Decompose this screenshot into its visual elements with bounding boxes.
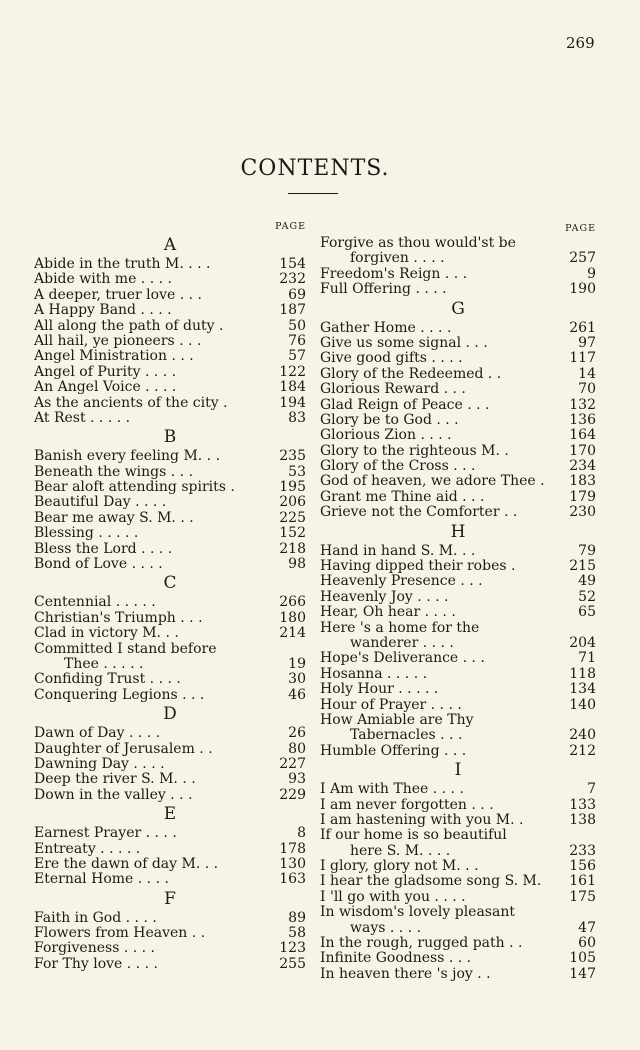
entry-title: Ere the dawn of day M. . . [34,856,219,872]
entry-title: Hour of Prayer . . . . [320,697,462,713]
toc-entry [320,828,596,843]
toc-entry [320,905,596,920]
right-column [320,221,596,982]
entry-title: Deep the river S. M. . . [34,772,196,788]
toc-entry [34,726,306,741]
entry-title: An Angel Voice . . . . [34,380,177,396]
entry-page: 117 [569,350,596,367]
toc-entry [320,921,596,936]
toc-entry [320,621,596,636]
entry-title: Hosanna . . . . . [320,666,428,682]
entry-title: Glory be to God . . . [320,412,459,428]
toc-entry [320,813,596,828]
page-column-label: PAGE [565,223,596,234]
toc-entry [34,396,306,411]
entry-page: 53 [288,463,306,480]
entry-page: 183 [569,473,596,490]
entry-page [566,621,596,636]
toc-entry [34,926,306,941]
page-number: 269 [566,34,595,52]
entry-title: I hear the gladsome song S. M. [320,874,542,890]
toc-entry [320,682,596,697]
toc-entry [320,282,596,297]
entry-page: 57 [288,348,306,365]
entry-title: Blessing . . . . . [34,526,139,542]
entry-page: 133 [569,796,596,813]
toc-entry [320,713,596,728]
entry-page: 261 [569,319,596,336]
entry-title: Entreaty . . . . . [34,841,141,857]
entry-title: Forgive as thou would'st be [320,236,516,251]
entry-page: 9 [587,265,596,282]
entry-page: 105 [569,950,596,967]
toc-entry [320,505,596,520]
entry-title: Glorious Zion . . . . [320,428,452,444]
entry-title: Committed I stand before [34,641,217,657]
entry-page: 60 [578,935,596,952]
toc-entry [34,941,306,956]
toc-entry [320,559,596,574]
toc-entry [34,672,306,687]
toc-entry [34,611,306,626]
page-column-label: PAGE [275,221,306,232]
entry-title: For Thy love . . . . [34,956,158,972]
entry-title: Clad in victory M. . . [34,626,179,642]
entry-title: As the ancients of the city . [34,395,228,411]
entry-title: I glory, glory not M. . . [320,859,479,875]
entry-page: 134 [569,681,596,698]
toc-entry [320,459,596,474]
entry-title: ways . . . . [350,920,422,936]
entry-title: Bond of Love . . . . [34,557,163,573]
entry-title: Earnest Prayer . . . . [34,826,177,842]
toc-entry [34,657,306,672]
entry-page: 118 [569,665,596,682]
entry-page: 83 [288,409,306,426]
toc-entry [320,967,596,982]
toc-entry [320,428,596,443]
entry-page: 184 [279,379,306,396]
toc-entry [320,413,596,428]
entry-title: In wisdom's lovely pleasant [320,905,515,921]
entry-title: Bear me away S. M. . . [34,510,194,526]
toc-entry [34,334,306,349]
entry-title: Grieve not the Comforter . . [320,505,518,521]
entry-page: 123 [279,940,306,957]
entry-page: 218 [279,540,306,557]
entry-page: 230 [569,504,596,521]
entry-page: 163 [279,871,306,888]
entry-title: All along the path of duty . [34,318,224,334]
entry-title: Confiding Trust . . . . [34,672,181,688]
entry-page [566,236,596,251]
left-column [34,219,306,972]
entry-page: 98 [288,556,306,573]
toc-entry [34,257,306,272]
entry-title: At Rest . . . . . [34,410,131,426]
entry-page: 140 [569,696,596,713]
toc-entry [34,380,306,395]
entry-page: 240 [569,727,596,744]
toc-entry [34,349,306,364]
entry-page: 204 [569,634,596,651]
entry-page: 122 [279,363,306,380]
toc-entry [320,951,596,966]
toc-entry [34,842,306,857]
entry-page [566,905,596,920]
toc-entry [320,859,596,874]
toc-entry [320,728,596,743]
toc-entry [34,480,306,495]
entry-title: Glory of the Redeemed . . [320,366,502,382]
section-letter: H [450,521,466,542]
entry-title: I 'll go with you . . . . [320,889,466,905]
entry-page: 19 [288,655,306,672]
entry-page: 180 [279,609,306,626]
toc-entry [320,667,596,682]
entry-page: 170 [569,442,596,459]
entry-page: 138 [569,811,596,828]
toc-entry [320,267,596,282]
entry-title: Flowers from Heaven . . [34,926,206,942]
section-letter: F [164,888,176,909]
entry-title: Eternal Home . . . . [34,872,169,888]
toc-entry [320,651,596,666]
entry-page: 227 [279,755,306,772]
entry-title: Bear aloft attending spirits . [34,480,235,496]
entry-page: 255 [279,955,306,972]
entry-title: Beautiful Day . . . . [34,495,167,511]
entry-page: 175 [569,888,596,905]
entry-page: 147 [569,965,596,982]
entry-title: God of heaven, we adore Thee . [320,474,545,490]
toc-entry [320,251,596,266]
toc-entry [34,465,306,480]
entry-title: I am never forgotten . . . [320,797,494,813]
entry-page: 46 [288,686,306,703]
entry-title: Banish every feeling M. . . [34,449,221,465]
toc-entry [34,595,306,610]
toc-entry [34,511,306,526]
entry-title: I am hastening with you M. . [320,812,524,828]
entry-page: 152 [279,525,306,542]
entry-page: 58 [288,925,306,942]
entry-page: 206 [279,494,306,511]
entry-page: 79 [578,542,596,559]
entry-title: Heavenly Joy . . . . [320,589,449,605]
entry-title: Forgiveness . . . . [34,941,155,957]
toc-entry [320,336,596,351]
entry-page: 69 [288,286,306,303]
entry-page: 190 [569,281,596,298]
toc-entry [34,526,306,541]
entry-page: 65 [578,604,596,621]
entry-page: 50 [288,317,306,334]
section-letter: B [163,427,177,448]
toc-entry [320,544,596,559]
section-letter: E [163,804,177,825]
entry-title: wanderer . . . . [350,635,454,651]
entry-title: Having dipped their robes . [320,559,516,575]
toc-entry [320,490,596,505]
toc-entry [34,857,306,872]
entry-title: Full Offering . . . . [320,282,447,298]
section-letter: A [163,235,177,255]
toc-entry [320,574,596,589]
entry-page: 235 [279,448,306,465]
toc-entry [320,236,596,251]
entry-title: Give good gifts . . . . [320,351,463,367]
section-letter: I [454,760,462,781]
entry-page [566,713,596,728]
entry-page: 215 [569,558,596,575]
toc-entry [34,272,306,287]
entry-page: 195 [279,479,306,496]
entry-title: Abide in the truth M. . . . [34,257,211,272]
toc-entry [320,367,596,382]
entry-title: Daughter of Jerusalem . . [34,741,213,757]
entry-page: 80 [288,740,306,757]
entry-title: Faith in God . . . . [34,910,157,926]
entry-page: 266 [279,594,306,611]
toc-entry [34,449,306,464]
entry-page: 214 [279,625,306,642]
entry-title: All hail, ye pioneers . . . [34,333,202,349]
toc-entry [34,742,306,757]
entry-title: Christian's Triumph . . . [34,610,203,626]
entry-title: Glorious Reward . . . [320,382,466,398]
entry-title: here S. M. . . . [350,843,451,859]
entry-page: 89 [288,909,306,926]
entry-title: forgiven . . . . [350,251,445,267]
section-letter: C [163,573,177,594]
toc-entry [34,557,306,572]
toc-entry [34,288,306,303]
entry-title: Dawning Day . . . . [34,756,165,772]
section-letter: G [451,298,465,319]
entry-page: 179 [569,488,596,505]
toc-entry [320,798,596,813]
entry-page: 234 [569,458,596,475]
toc-entry [320,605,596,620]
toc-entry [320,398,596,413]
entry-page: 97 [578,334,596,351]
entry-title: Gather Home . . . . [320,320,452,336]
entry-title: Holy Hour . . . . . [320,682,439,698]
entry-title: Heavenly Presence . . . [320,574,483,590]
toc-entry [320,636,596,651]
entry-page: 7 [587,781,596,798]
entry-title: Hand in hand S. M. . . [320,543,476,559]
entry-page: 229 [279,786,306,803]
entry-page: 76 [288,332,306,349]
entry-page: 132 [569,396,596,413]
entry-title: Hear, Oh hear . . . . [320,605,456,621]
toc-entry [320,782,596,797]
toc-entry [320,590,596,605]
entry-title: Glory of the Cross . . . [320,459,476,475]
toc-entry [34,911,306,926]
entry-title: Glory to the righteous M. . [320,443,509,459]
toc-entry [320,698,596,713]
entry-page: 232 [279,271,306,288]
toc-entry [320,890,596,905]
toc-entry [34,642,306,657]
toc-entry [320,321,596,336]
entry-page [566,828,596,843]
entry-page: 164 [569,427,596,444]
entry-title: In heaven there 's joy . . [320,966,491,982]
toc-entry [320,744,596,759]
toc-entry [34,826,306,841]
entry-title: Conquering Legions . . . [34,687,205,703]
entry-page: 70 [578,381,596,398]
entry-title: Dawn of Day . . . . [34,726,161,742]
entry-page: 30 [288,671,306,688]
entry-page: 8 [297,825,306,842]
entry-page: 47 [578,919,596,936]
entry-page [276,642,306,657]
entry-title: A deeper, truer love . . . [34,287,202,303]
toc-entry [320,874,596,889]
entry-page: 14 [578,365,596,382]
entry-title: Centennial . . . . . [34,595,156,611]
entry-page: 52 [578,588,596,605]
entry-title: A Happy Band . . . . [34,303,172,319]
toc-entry [320,351,596,366]
page-title: CONTENTS. [240,156,390,181]
entry-page: 187 [279,302,306,319]
entry-title: Angel of Purity . . . . [34,364,177,380]
entry-page: 161 [569,873,596,890]
toc-entry [34,957,306,972]
entry-title: Abide with me . . . . [34,272,172,288]
entry-page: 178 [279,840,306,857]
toc-entry [320,382,596,397]
toc-entry [34,319,306,334]
entry-title: Down in the valley . . . [34,787,193,803]
toc-entry [34,626,306,641]
toc-entry [34,495,306,510]
toc-entry [320,444,596,459]
section-letter: D [163,704,177,725]
toc-entry [34,772,306,787]
toc-entry [34,688,306,703]
entry-page: 71 [578,650,596,667]
entry-page: 257 [569,250,596,267]
entry-title: Glad Reign of Peace . . . [320,397,490,413]
entry-title: Here 's a home for the [320,620,480,636]
entry-title: Humble Offering . . . [320,743,467,759]
entry-title: Give us some signal . . . [320,335,488,351]
entry-title: Tabernacles . . . [350,728,463,744]
entry-title: Grant me Thine aid . . . [320,489,485,505]
toc-entry [320,936,596,951]
entry-title: If our home is so beautiful [320,828,507,844]
toc-entry [34,788,306,803]
entry-page: 194 [279,394,306,411]
entry-title: Thee . . . . . [64,656,144,672]
entry-page: 130 [279,855,306,872]
entry-title: I Am with Thee . . . . [320,782,464,798]
entry-page: 154 [279,256,306,272]
entry-title: Bless the Lord . . . . [34,541,173,557]
entry-page: 26 [288,725,306,742]
entry-title: Freedom's Reign . . . [320,266,468,282]
entry-title: Beneath the wings . . . [34,464,194,480]
entry-page: 49 [578,573,596,590]
toc-entry [34,411,306,426]
toc-entry [34,542,306,557]
toc-entry [320,474,596,489]
toc-entry [320,844,596,859]
entry-title: Angel Ministration . . . [34,349,194,365]
entry-page: 136 [569,411,596,428]
entry-title: In the rough, rugged path . . [320,936,523,952]
entry-title: How Amiable are Thy [320,712,474,728]
toc-entry [34,872,306,887]
entry-page: 233 [569,842,596,859]
entry-title: Hope's Deliverance . . . [320,651,485,667]
title-rule [288,193,338,194]
entry-page: 93 [288,771,306,788]
entry-page: 156 [569,858,596,875]
entry-page: 225 [279,509,306,526]
toc-entry [34,365,306,380]
entry-page: 212 [569,742,596,759]
toc-entry [34,757,306,772]
entry-title: Infinite Goodness . . . [320,951,472,967]
toc-entry [34,303,306,318]
